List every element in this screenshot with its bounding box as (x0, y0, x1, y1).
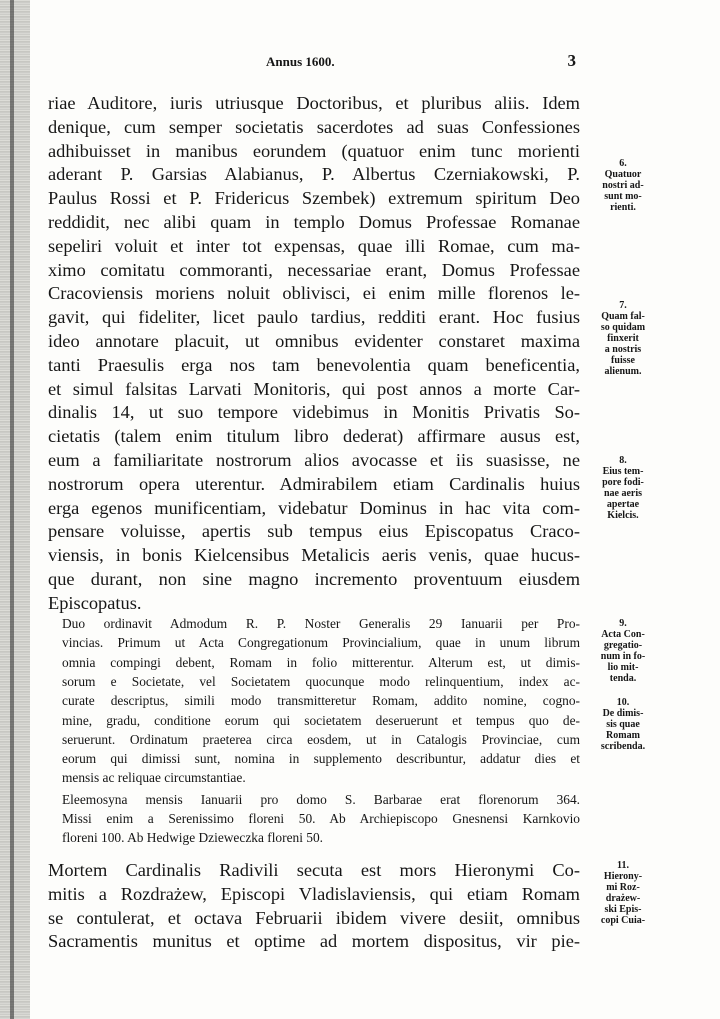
text-line: Episcopatus. (48, 592, 142, 613)
text-line: Cracoviensis moriens noluit oblivisci, ei enim mille florenos le- (48, 283, 580, 304)
text-line: mitis a Rozdrażew, Episcopi Vladislaviensis, qui etiam Romam (48, 883, 580, 904)
margin-note (584, 697, 662, 752)
margin-note-line: a nostris (604, 344, 642, 355)
margin-note-line: drażew- (605, 893, 641, 904)
text-line: et simul falsitas Larvati Monitoris, qui post annos a morte Car- (48, 378, 580, 399)
small-text-line: eorum qui dimissi sunt, nomina in supplemento describuntur, addatur dies et (62, 751, 580, 767)
page-number: 3 (567, 51, 576, 70)
small-text-line: floreni 100. Ab Hedwige Dzieweczka floreni 50. (62, 830, 324, 846)
margin-note-line: copi Cuia- (600, 915, 646, 926)
text-line: ideo annotare placuit, ut omnibus evidenter constaret maxima (48, 331, 580, 351)
text-line: riae Auditore, iuris utriusque Doctoribus, et pluribus aliis. Idem (48, 93, 580, 113)
text-line: Mortem Cardinalis Radivili secuta est mors Hieronymi Co- (48, 860, 580, 880)
margin-note-line: sunt mo- (604, 191, 642, 202)
text-line: viensis, in bonis Kielcensibus Metalicis aeris venis, quae hucus- (48, 545, 580, 566)
margin-note-line: fuisse (611, 355, 635, 366)
running-header (262, 51, 582, 74)
text-line: nostrorum opera uterentur. Admirabilem etiam Cardinalis huius (48, 473, 580, 494)
small-text-line: Duo ordinavit Admodum R. P. Noster Generalis 29 Ianuarii per Pro- (62, 616, 580, 631)
margin-note-line: tenda. (609, 673, 637, 684)
margin-note-number: 10. (616, 697, 630, 708)
margin-note-line: nae aeris (603, 488, 643, 499)
text-line: Paulus Rossi et P. Fridericus Szembek) extremum spiritum Deo (48, 188, 580, 209)
text-line: sepeliri voluit et inter tot expensas, quae illi Romae, cum ma- (48, 235, 580, 256)
margin-note-line: rienti. (610, 202, 636, 213)
small-text-line: vincias. Primum ut Acta Congregationum Provincialium, quae in unum librum (62, 635, 580, 651)
margin-note-line: Quam fal- (601, 311, 645, 322)
running-title: Annus 1600. (266, 54, 335, 69)
margin-note (584, 158, 662, 213)
text-line: cietatis (talem enim titulum libro dederat) affirmare ausus est, (48, 426, 580, 447)
margin-note-number: 6. (619, 158, 627, 169)
margin-note-line: scribenda. (600, 741, 646, 752)
margin-note-line: ski Epis- (604, 904, 642, 915)
text-line: que durant, non sine magno incremento proventuum eiusdem (48, 569, 580, 589)
book-spine-edge (0, 0, 30, 1019)
text-line: eum a familiaritate nostrorum alios avocasse et iis suasisse, ne (48, 450, 580, 470)
small-text-line: seruerunt. Ordinatum praeterea circa eosdem, ut in Catalogis Provinciae, cum (62, 731, 580, 747)
margin-note-number: 7. (619, 300, 627, 311)
margin-note-line: alienum. (604, 366, 642, 377)
text-line: erga egenos munificentiam, videbatur Dominus in hac vita com- (48, 497, 580, 518)
text-line: gavit, qui fideliter, licet paulo tardius, redditi erant. Hoc fusius (48, 307, 580, 328)
margin-note (584, 618, 662, 684)
margin-note-line: num in fo- (600, 651, 646, 662)
small-text-line: sorum e Societate, vel Societatem quocunque modo relinquentium, index ac- (62, 673, 580, 689)
small-text-line: mine, gradu, conditione eorum qui societatem deseruerunt et tempus quo de- (62, 712, 580, 728)
small-text-line: Eleemosyna mensis Ianuarii pro domo S. Barbarae erat florenorum 364. (62, 791, 580, 807)
small-text-line: Missi enim a Serenissimo floreni 50. Ab Archiepiscopo Gnesnensi Karnkovio (62, 811, 580, 826)
text-line: adhibuisset in manibus eorundem (quatuor enim tunc morienti (48, 140, 580, 161)
text-line: pensare voluisse, apertis sub tempus eius Episcopatus Craco- (48, 521, 580, 542)
margin-note (584, 455, 662, 521)
margin-note-line: gregatio- (603, 640, 643, 651)
margin-note-line: sis quae (606, 719, 640, 730)
text-line: dinalis 14, ut suo tempore videbimus in Monitis Privatis So- (48, 402, 580, 423)
margin-note-line: Eius tem- (602, 466, 644, 477)
margin-note-line: Romam (606, 730, 640, 741)
margin-note-line: so quidam (600, 322, 646, 333)
text-line: ximo comitatu commoranti, necessariae erant, Domus Professae (48, 259, 580, 280)
margin-note-line: Hierony- (603, 871, 643, 882)
text-line: se contulerat, et octava Februarii ibidem vivere desiit, omnibus (48, 907, 580, 928)
margin-note-line: pore fodi- (602, 477, 644, 488)
text-line: Sacramentis munitus et optime ad mortem dispositus, vir pie- (48, 931, 580, 952)
margin-note-line: De dimis- (602, 708, 644, 719)
margin-note-line: mi Roz- (606, 882, 640, 893)
margin-note-line: Quatuor (604, 169, 642, 180)
small-text-line: mensis ac reliquae circumstantiae. (62, 770, 246, 786)
margin-note-number: 11. (617, 860, 629, 871)
small-text-line: omnia compingi debent, Romam in folio mitterentur. Alterum est, ut dimis- (62, 654, 580, 670)
margin-note-line: nostri ad- (602, 180, 644, 191)
margin-note-line: finxerit (607, 333, 639, 344)
margin-note-number: 8. (619, 455, 627, 466)
margin-note-line: Acta Con- (601, 629, 645, 640)
margin-note-line: Kielcis. (607, 510, 639, 521)
small-text-line: curate descriptus, simili modo transmitteretur Romam, addito nomine, cogno- (62, 693, 580, 709)
margin-note-line: apertae (606, 499, 640, 510)
margin-note-number: 9. (619, 618, 627, 629)
text-line: aderant P. Garsias Alabianus, P. Albertus Czerniakowski, P. (48, 164, 580, 185)
text-line: denique, cum semper societatis sacerdotes ad suas Confessiones (48, 116, 580, 137)
margin-note (584, 300, 662, 377)
margin-note (584, 860, 662, 926)
text-line: reddidit, nec alibi quam in templo Domus Professae Romanae (48, 212, 580, 232)
margin-note-line: lio mit- (607, 662, 639, 673)
text-line: tanti Praesulis erga nos tam benevolentia quam beneficentia, (48, 354, 580, 375)
